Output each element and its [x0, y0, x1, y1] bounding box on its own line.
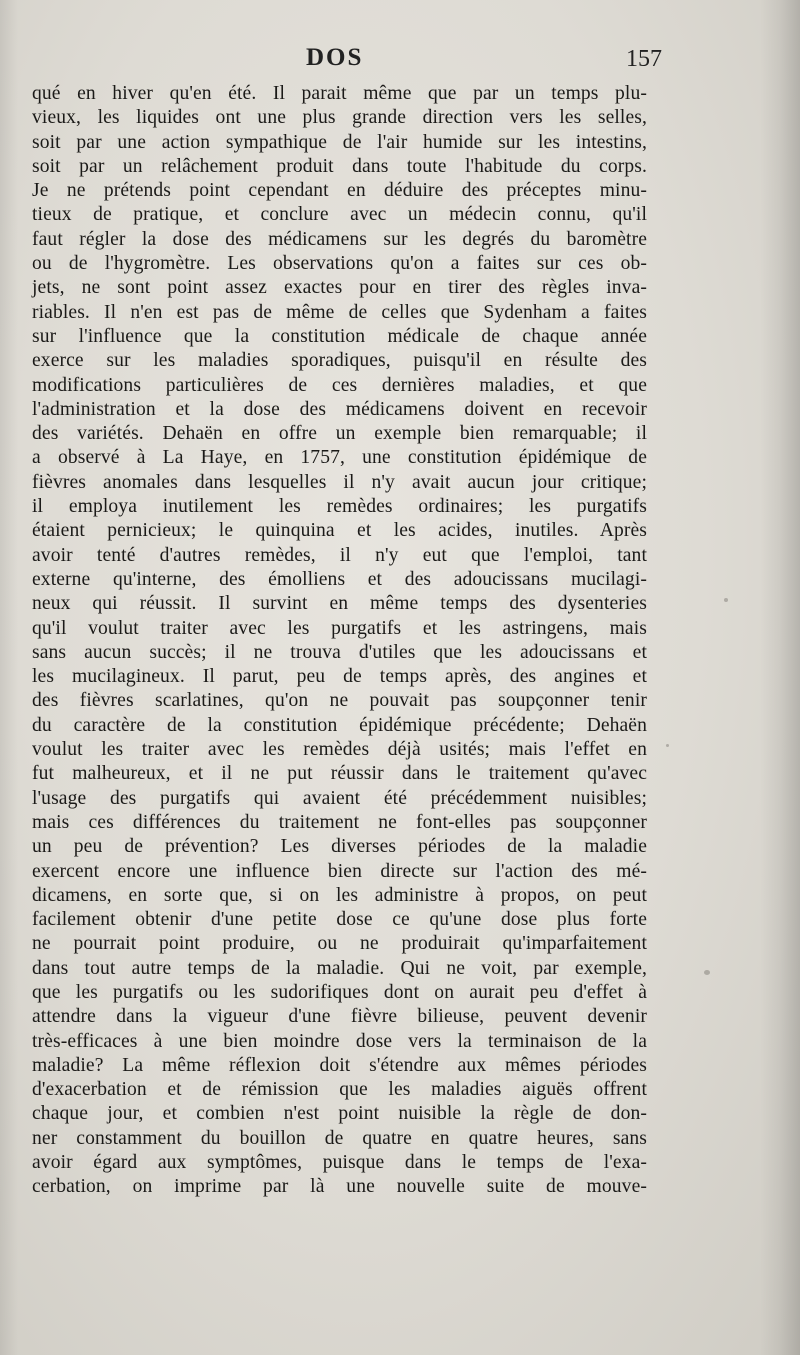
text-line: riables. Il n'en est pas de même de celles que Sydenham a faites [32, 301, 647, 323]
text-line: Je ne prétends point cependant en déduire des préceptes minu- [32, 180, 647, 202]
page-header [22, 44, 662, 78]
text-line: du caractère de la constitution épidémique précédente; Dehaën [32, 714, 647, 736]
text-line: très-efficaces à une bien moindre dose vers la terminaison de la [32, 1030, 647, 1052]
text-line: fièvres anomales dans lesquelles il n'y avait aucun jour critique; [32, 471, 647, 493]
text-line: cerbation, on imprime par là une nouvelle suite de mouve- [32, 1176, 647, 1198]
text-line: externe qu'interne, des émolliens et des adoucissans mucilagi- [32, 568, 647, 590]
text-line: ne pourrait point produire, ou ne produirait qu'imparfaitement [32, 933, 647, 955]
text-line: l'usage des purgatifs qui avaient été précédemment nuisibles; [32, 787, 647, 809]
text-line: ou de l'hygromètre. Les observations qu'on a faites sur ces ob- [32, 253, 647, 275]
text-line: a observé à La Haye, en 1757, une constitution épidémique de [32, 447, 647, 469]
text-line: d'exacerbation et de rémission que les maladies aiguës offrent [32, 1079, 647, 1101]
text-line: vieux, les liquides ont une plus grande direction vers les selles, [32, 107, 647, 129]
text-line: soit par un relâchement produit dans toute l'habitude du corps. [32, 155, 647, 177]
text-line: mais ces différences du traitement ne font-elles pas soupçonner [32, 811, 647, 833]
text-line: fut malheureux, et il ne put réussir dans le traitement qu'avec [32, 763, 647, 785]
text-line: facilement obtenir d'une petite dose ce qu'une dose plus forte [32, 909, 647, 931]
text-line: neux qui réussit. Il survint en même temps des dysenteries [32, 593, 647, 615]
text-line: qué en hiver qu'en été. Il parait même que par un temps plu- [32, 83, 647, 104]
text-line: qu'il voulut traiter avec les purgatifs et les astringens, mais [32, 617, 647, 639]
paper-speck [724, 598, 728, 602]
gutter-shadow [0, 0, 18, 1355]
text-line: avoir tenté d'autres remèdes, il n'y eut que l'emploi, tant [32, 544, 647, 566]
text-line: exercent encore une influence bien directe sur l'action des mé- [32, 860, 647, 882]
text-line: l'administration et la dose des médicamens doivent en recevoir [32, 398, 647, 420]
running-head: DOS [306, 44, 364, 71]
text-line: un peu de prévention? Les diverses périodes de la maladie [32, 836, 647, 858]
text-line: des fièvres scarlatines, qu'on ne pouvait pas soupçonner tenir [32, 690, 647, 712]
paper-speck [666, 744, 669, 747]
text-line: avoir égard aux symptômes, puisque dans le temps de l'exa- [32, 1152, 647, 1174]
page-number: 157 [626, 46, 662, 72]
text-line: soit par une action sympathique de l'air humide sur les intestins, [32, 131, 647, 153]
text-line: modifications particulières de ces dernières maladies, et que [32, 374, 647, 396]
text-line: tieux de pratique, et conclure avec un médecin connu, qu'il [32, 204, 647, 226]
text-line: voulut les traiter avec les remèdes déjà usités; mais l'effet en [32, 739, 647, 761]
text-line: maladie? La même réflexion doit s'étendre aux mêmes périodes [32, 1054, 647, 1076]
body-text [32, 82, 647, 1200]
text-line: dicamens, en sorte que, si on les administre à propos, on peut [32, 884, 647, 906]
text-line: sans aucun succès; il ne trouva d'utiles que les adoucissans et [32, 641, 647, 663]
text-line: faut régler la dose des médicamens sur les degrés du baromètre [32, 228, 647, 250]
text-line: chaque jour, et combien n'est point nuisible la règle de don- [32, 1103, 647, 1125]
text-line: des variétés. Dehaën en offre un exemple bien remarquable; il [32, 423, 647, 445]
text-line: attendre dans la vigueur d'une fièvre bilieuse, peuvent devenir [32, 1006, 647, 1028]
text-line: étaient pernicieux; le quinquina et les acides, inutiles. Après [32, 520, 647, 542]
text-line: ner constamment du bouillon de quatre en quatre heures, sans [32, 1127, 647, 1149]
text-line: exerce sur les maladies sporadiques, puisqu'il en résulte des [32, 350, 647, 372]
page-edge-shadow [760, 0, 800, 1355]
text-line: les mucilagineux. Il parut, peu de temps après, des angines et [32, 666, 647, 688]
text-line: il employa inutilement les remèdes ordinaires; les purgatifs [32, 496, 647, 518]
text-line: jets, ne sont point assez exactes pour en tirer des règles inva- [32, 277, 647, 299]
paper-speck [704, 970, 710, 975]
text-line: que les purgatifs ou les sudorifiques dont on aurait peu d'effet à [32, 981, 647, 1003]
text-line: dans tout autre temps de la maladie. Qui ne voit, par exemple, [32, 957, 647, 979]
text-line: sur l'influence que la constitution médicale de chaque année [32, 325, 647, 347]
